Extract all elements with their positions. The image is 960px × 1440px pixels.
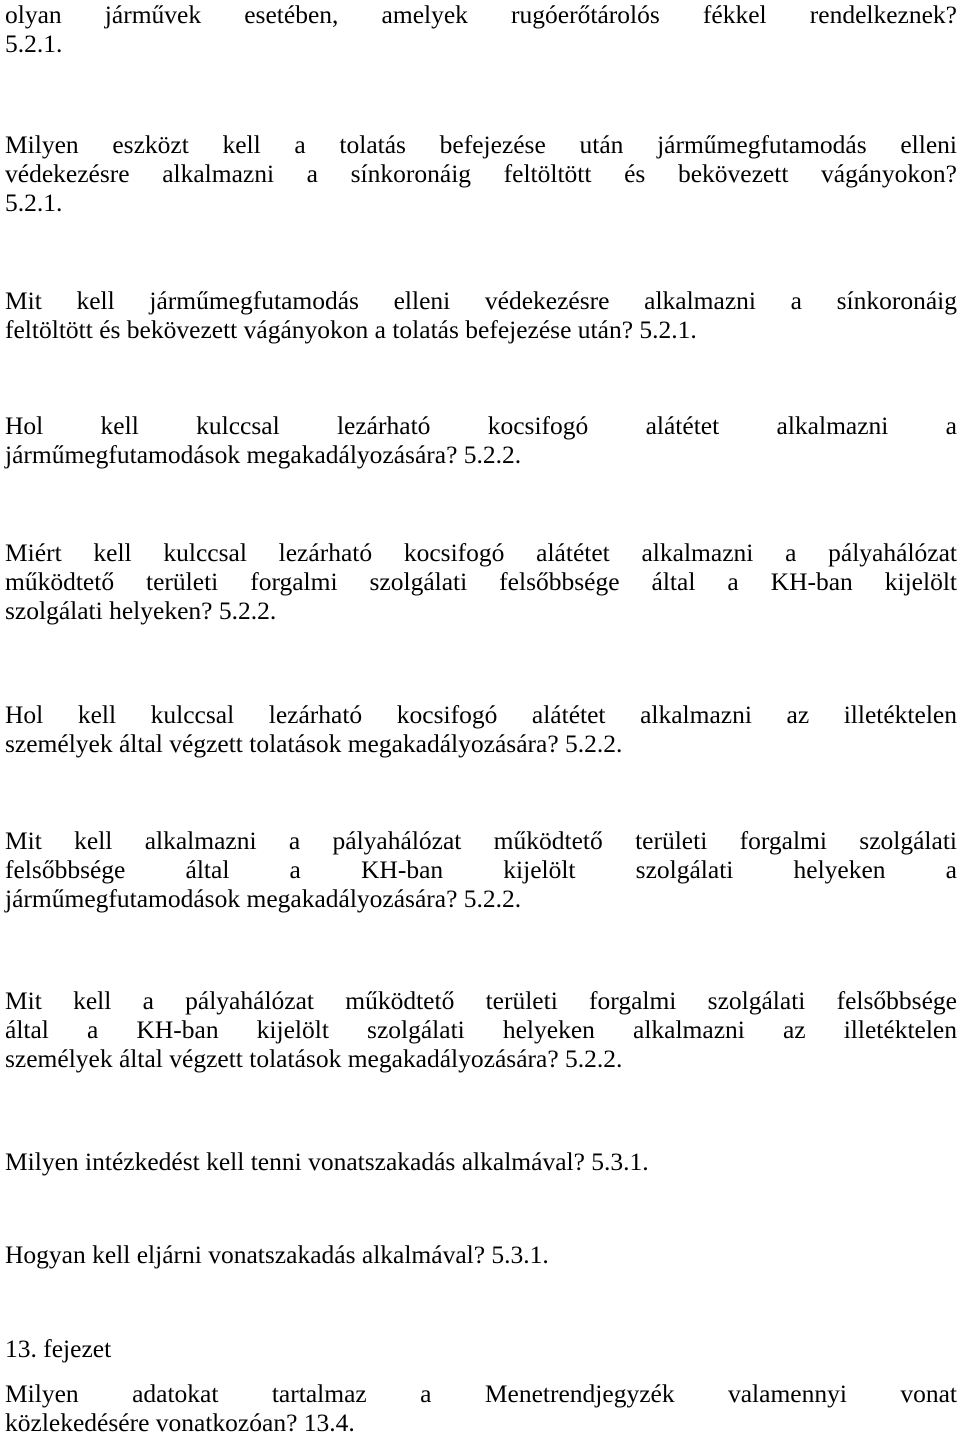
text-line: által a KH-ban kijelölt szolgálati helyeken alkalmazni az illetéktelen [5, 1015, 957, 1044]
text-line: szolgálati helyeken? 5.2.2. [5, 596, 277, 625]
text-line: Mit kell járműmegfutamodás elleni védekezésre alkalmazni a sínkoronáig [5, 286, 957, 315]
text-line: járműmegfutamodások megakadályozására? 5.2.2. [5, 884, 522, 913]
question-block [5, 1379, 957, 1437]
text-line: feltöltött és bekövezett vágányokon a tolatás befejezése után? 5.2.1. [5, 315, 697, 344]
text-line: Milyen eszközt kell a tolatás befejezése után járműmegfutamodás elleni [5, 130, 957, 159]
question-block [5, 0, 957, 58]
question-block [5, 1240, 957, 1269]
text-line: Milyen intézkedést kell tenni vonatszakadás alkalmával? 5.3.1. [5, 1147, 649, 1176]
text-line: védekezésre alkalmazni a sínkoronáig feltöltött és bekövezett vágányokon? [5, 159, 957, 188]
question-block [5, 130, 957, 217]
text-line: Milyen adatokat tartalmaz a Menetrendjegyzék valamennyi vonat [5, 1379, 957, 1408]
text-line: 5.2.1. [5, 29, 63, 58]
text-line: felsőbbsége által a KH-ban kijelölt szolgálati helyeken a [5, 855, 957, 884]
chapter-heading: 13. fejezet [5, 1334, 112, 1363]
question-block [5, 700, 957, 758]
question-block [5, 411, 957, 469]
text-line: személyek által végzett tolatások megakadályozására? 5.2.2. [5, 1044, 623, 1073]
text-line: 5.2.1. [5, 188, 63, 217]
text-line: Hol kell kulccsal lezárható kocsifogó alátétet alkalmazni az illetéktelen [5, 700, 957, 729]
question-block [5, 826, 957, 913]
text-line: Mit kell a pályahálózat működtető területi forgalmi szolgálati felsőbbsége [5, 986, 957, 1015]
text-line: működtető területi forgalmi szolgálati felsőbbsége által a KH-ban kijelölt [5, 567, 957, 596]
text-line: Mit kell alkalmazni a pályahálózat működtető területi forgalmi szolgálati [5, 826, 957, 855]
text-line: személyek által végzett tolatások megakadályozására? 5.2.2. [5, 729, 623, 758]
text-line: Hol kell kulccsal lezárható kocsifogó alátétet alkalmazni a [5, 411, 957, 440]
text-line: járműmegfutamodások megakadályozására? 5.2.2. [5, 440, 522, 469]
text-line: olyan járművek esetében, amelyek rugóerőtárolós fékkel rendelkeznek? [5, 0, 957, 29]
question-block [5, 286, 957, 344]
text-line: közlekedésére vonatkozóan? 13.4. [5, 1408, 355, 1437]
text-line: Hogyan kell eljárni vonatszakadás alkalmával? 5.3.1. [5, 1240, 549, 1269]
question-block [5, 1147, 957, 1176]
text-line: Miért kell kulccsal lezárható kocsifogó alátétet alkalmazni a pályahálózat [5, 538, 957, 567]
question-block [5, 986, 957, 1073]
question-block [5, 538, 957, 625]
